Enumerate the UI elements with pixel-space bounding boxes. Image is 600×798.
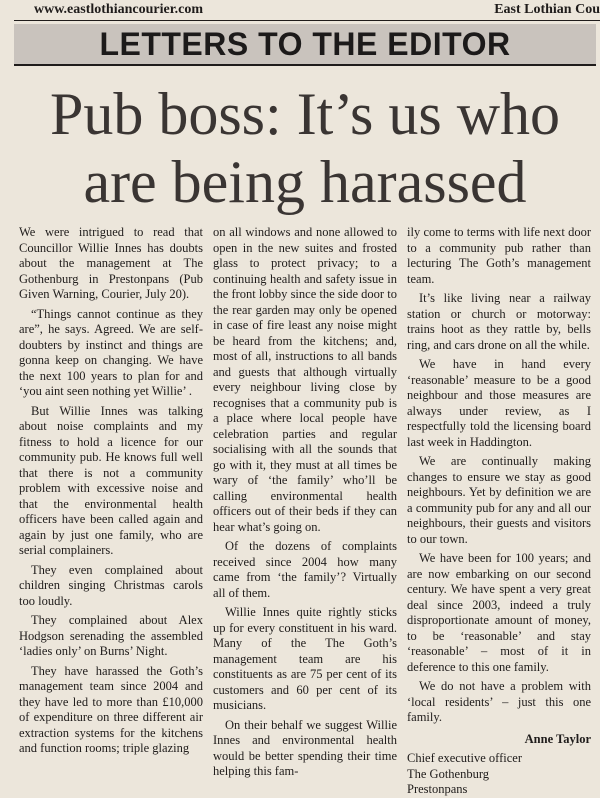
paragraph: They complained about Alex Hodgson serenading the assembled ‘ladies only’ on Burns’ Night. [19, 613, 203, 658]
paragraph: Willie Innes quite rightly sticks up for every constituent in his ward. Many of the The Goth’s management team are his constituents as are 75 per cent of its customers and 60 per cent of its musicians. [213, 605, 397, 712]
article-column-3 [402, 225, 596, 796]
section-title: LETTERS TO THE EDITOR [99, 25, 511, 62]
headline-line-2: are being harassed [83, 149, 527, 215]
paragraph: Of the dozens of complaints received since 2004 how many came from ‘the family’? Virtually all of them. [213, 539, 397, 600]
paragraph: It’s like living near a railway station or church or motorway: trains hoot as they rattle by, bells ring, and cars drone on all the while. [407, 291, 591, 352]
paragraph: We have been for 100 years; and are now embarking on our second century. We have spent a very great deal since 2003, indeed a truly disproportionate amount of money, to be ‘reasonable’ and stay ‘reasonable’ – most of it in deference to this one family. [407, 551, 591, 674]
article-body [14, 225, 596, 796]
masthead-bar [14, 0, 600, 21]
paragraph: ily come to terms with life next door to a community pub rather than lecturing The Goth’s management team. [407, 225, 591, 286]
signature-org: The Gothenburg [407, 766, 490, 781]
paragraph: But Willie Innes was talking about noise complaints and my fitness to hold a licence for our community pub. He knows full well that there is not a community problem with excessive noise and that the environmental health officers have been called again and again by just one family, who are serial complainers. [19, 403, 203, 557]
paragraph: We do not have a problem with ‘local residents’ – just this one family. [407, 679, 591, 724]
paragraph: We have in hand every ‘reasonable’ measure to be a good neighbour and those measures are always under review, as I respectfully told the licensing board last week in Haddington. [407, 357, 591, 449]
section-banner [14, 24, 596, 66]
article-headline [14, 80, 596, 220]
paragraph: We are continually making changes to ensure we stay as good neighbours. Yet by definition we are a community pub for any and all our neighbours, their guests and visitors to our town. [407, 454, 591, 546]
article-column-2 [208, 225, 402, 785]
paragraph: On their behalf we suggest Willie Innes and environmental health would be better spending their time helping this fam- [213, 717, 397, 778]
article-column-1 [14, 225, 208, 785]
paper-name: East Lothian Cou [494, 2, 600, 17]
paragraph: on all windows and none allowed to open in the new suites and frosted glass to protect privacy; to a continuing health and safety issue in the front lobby since the side door to the rear garden may only be opened in case of fire least any noise might be heard from the kitchens; and, most of all, instructions to all bands and guests that although virtually every neighbour living close by recognises that a community pub is a place where local people have celebration parties and regular socialising with all the sounds that go with it, they must at all times be wary of ‘the family’ who’ll be calling environmental health officers out of their beds if they can hear what’s going on. [213, 225, 397, 534]
paragraph: They even complained about children singing Christmas carols too loudly. [19, 562, 203, 608]
signature-name: Anne Taylor [524, 731, 591, 746]
signature-place: Prestonpans [407, 782, 468, 796]
paragraph: We were intrigued to read that Councillor Willie Innes has doubts about the management at The Gothenburg in Prestonpans (Pub Given Warning, Courier, July 20). [19, 225, 203, 301]
website-url[interactable]: www.eastlothiancourier.com [34, 2, 204, 17]
paragraph: “Things cannot continue as they are”, he says. Agreed. We are self-doubters by instinct and things are gonna keep on changing. We have the next 100 years to plan for and ‘you aint seen nothing yet Willie’ . [19, 306, 203, 398]
paragraph: They have harassed the Goth’s management team since 2004 and they have led to more than £10,000 of expenditure on three different air extraction systems for the kitchens and function rooms; triple glazing [19, 663, 203, 755]
signature-title: Chief executive officer [407, 751, 522, 765]
headline-line-1: Pub boss: It’s us who [49, 81, 561, 147]
